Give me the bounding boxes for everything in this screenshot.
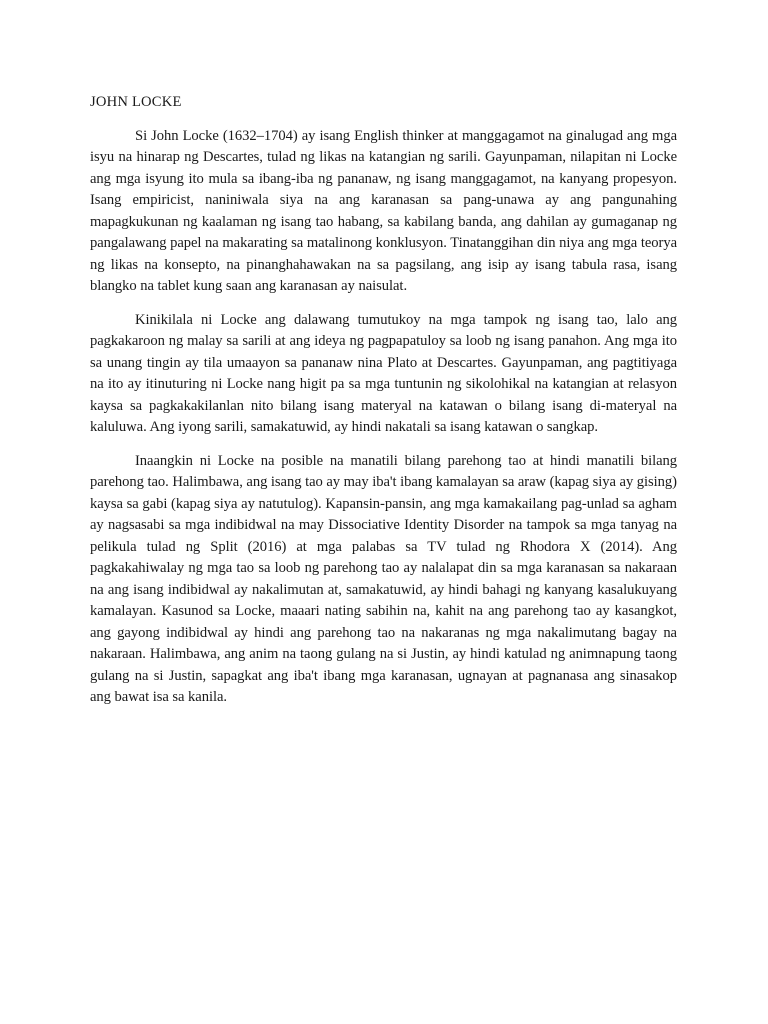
document-body — [90, 92, 677, 721]
document-title: JOHN LOCKE — [90, 94, 182, 110]
paragraph-3: Inaangkin ni Locke na posible na manatili bilang parehong tao at hindi manatili bilang parehong tao. Halimbawa, ang isang tao ay may iba't ibang kamalayan sa araw (kapag siya ay gising) kaysa sa gabi (kapag siya ay natutulog). Kapansin-pansin, ang mga kamakailang pag-unlad sa agham ay nagsasabi sa mga indibidwal na may Dissociative Identity Disorder na tampok sa mga tanyag na pelikula tulad ng Split (2016) at mga palabas sa TV tulad ng Rhodora X (2014). Ang pagkakahiwalay ng mga tao sa loob ng parehong tao ay nalalapat din sa mga karanasan sa nakaraan na ang isang indibidwal ay nakalimutan at, samakatuwid, ay hindi bahagi ng kanyang kasalukuyang kamalayan. Kasunod sa Locke, maaari nating sabihin na, kahit na ang parehong tao ay kasangkot, ang gayong indibidwal ay hindi ang parehong tao na nakaranas ng mga nakalimutang bagay na nakaraan. Halimbawa, ang anim na taong gulang na si Justin, ay hindi katulad ng animnapung taong gulang na si Justin, sapagkat ang iba't ibang mga karanasan, ugnayan at pagnanasa ang sinasakop ang bawat isa sa kanila. — [90, 452, 677, 705]
paragraph-1: Si John Locke (1632–1704) ay isang English thinker at manggagamot na ginalugad ang mga isyu na hinarap ng Descartes, tulad ng likas na katangian ng sarili. Gayunpaman, nilapitan ni Locke ang mga isyung ito mula sa ibang-iba ng pananaw, ng isang manggagamot, na kanyang propesyon. Isang empiricist, naniniwala siya na ang karanasan sa pang-unawa ay ang pangunahing mapagkukunan ng kaalaman ng isang tao habang, sa kabilang banda, ang dahilan ay gumaganap ng pangalawang papel na makarating sa matalinong konklusyon. Tinatanggihan din niya ang mga teorya ng likas na konsepto, na pinanghahawakan na sa pagsilang, ang isip ay isang tabula rasa, isang blangko na tablet kung saan ang karanasan ay naisulat. — [90, 127, 677, 294]
paragraph-2: Kinikilala ni Locke ang dalawang tumutukoy na mga tampok ng isang tao, lalo ang pagkakaroon ng malay sa sarili at ang ideya ng pagpapatuloy sa loob ng isang panahon. Ang mga ito sa unang tingin ay tila umaayon sa pananaw nina Plato at Descartes. Gayunpaman, ang pagtitiyaga na ito ay itinuturing ni Locke nang higit pa sa mga tuntunin ng sikolohikal na katangian at relasyon kaysa sa pagkakakilanlan nito bilang isang materyal na katawan o bilang isang di-materyal na kaluluwa. Ang iyong sarili, samakatuwid, ay hindi nakatali sa isang katawan o sangkap. — [90, 311, 677, 435]
